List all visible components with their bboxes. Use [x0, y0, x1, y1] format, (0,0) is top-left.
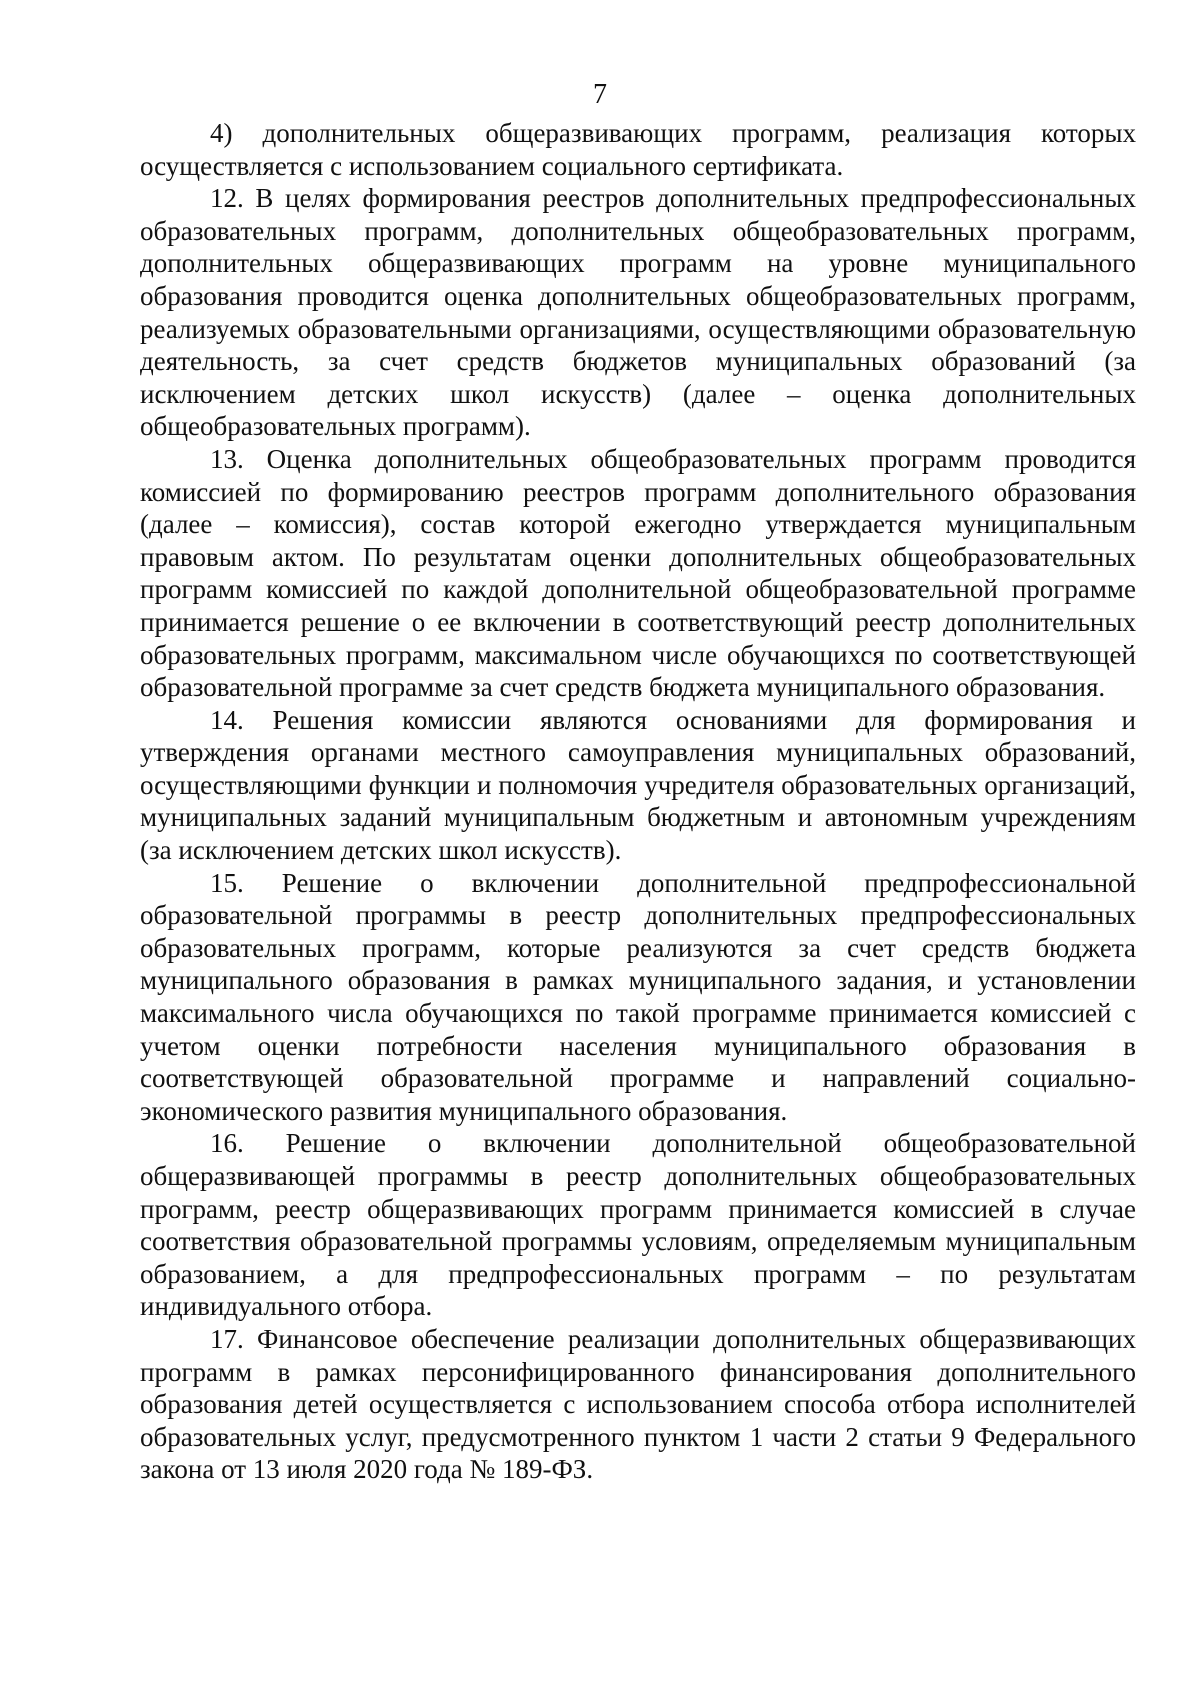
paragraph-item-4: 4) дополнительных общеразвивающих программ, реализация которых осуществляется с использованием социального сертификата. — [140, 118, 1136, 181]
paragraph-16: 16. Решение о включении дополнительной общеобразовательной общеразвивающей программы в реестр дополнительных общеобразовательных программ, реестр общеразвивающих программ принимается комиссией в случае соответствия образовательной программы условиям, определяемым муниципальным образованием, а для предпрофессиональных программ – по результатам индивидуального отбора. — [140, 1128, 1136, 1322]
document-body — [140, 117, 1136, 1486]
paragraph-14: 14. Решения комиссии являются основаниями для формирования и утверждения органами местного самоуправления муниципальных образований, осуществляющими функции и полномочия учредителя образовательных организаций, муниципальных заданий муниципальным бюджетным и автономным учреждениям (за исключением детских школ искусств). — [140, 704, 1136, 866]
paragraph-12: 12. В целях формирования реестров дополнительных предпрофессиональных образовательных программ, дополнительных общеобразовательных программ, дополнительных общеразвивающих программ на уровне муниципального образования проводится оценка дополнительных общеобразовательных программ, реализуемых образовательными организациями, осуществляющими образовательную деятельность, за счет средств бюджетов муниципальных образований (за исключением детских школ искусств) (далее – оценка дополнительных общеобразовательных программ). — [140, 183, 1136, 442]
paragraph-17: 17. Финансовое обеспечение реализации дополнительных общеразвивающих программ в рамках персонифицированного финансирования дополнительного образования детей осуществляется с использованием способа отбора исполнителей образовательных услуг, предусмотренного пунктом 1 части 2 статьи 9 Федерального закона от 13 июля 2020 года № 189-ФЗ. — [140, 1323, 1136, 1485]
paragraph-13: 13. Оценка дополнительных общеобразовательных программ проводится комиссией по формированию реестров программ дополнительного образования (далее – комиссия), состав которой ежегодно утверждается муниципальным правовым актом. По результатам оценки дополнительных общеобразовательных программ комиссией по каждой дополнительной общеобразовательной программе принимается решение о ее включении в соответствующий реестр дополнительных образовательных программ, максимальном числе обучающихся по соответствующей образовательной программе за счет средств бюджета муниципального образования. — [140, 443, 1136, 703]
paragraph-15: 15. Решение о включении дополнительной предпрофессиональной образовательной программы в реестр дополнительных предпрофессиональных образовательных программ, которые реализуются за счет средств бюджета муниципального образования в рамках муниципального задания, и установлении максимального числа обучающихся по такой программе принимается комиссией с учетом оценки потребности населения муниципального образования в соответствующей образовательной программе и направлений социально-экономического развития муниципального образования. — [140, 867, 1136, 1126]
page-number: 7 — [593, 79, 607, 110]
